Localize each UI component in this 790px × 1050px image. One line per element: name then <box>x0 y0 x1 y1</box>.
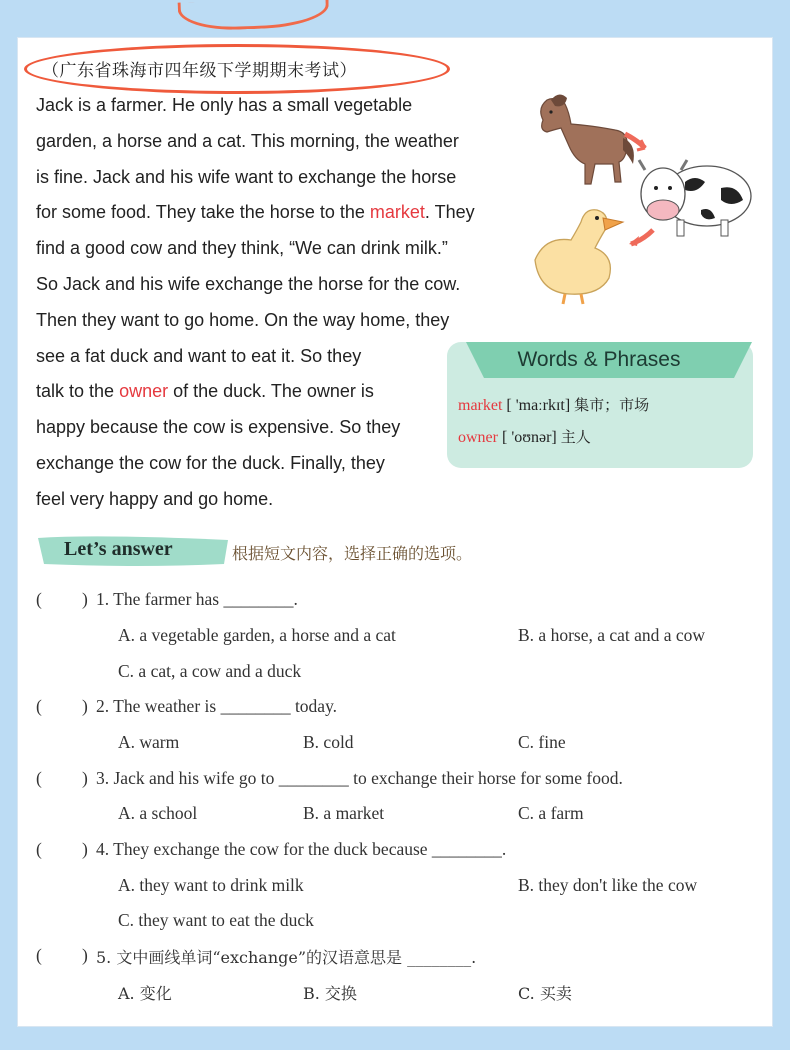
question-text: 2. The weather is ________ today. <box>96 696 338 716</box>
answer-option: C. they want to eat the duck <box>118 910 314 930</box>
answer-paren-close: ) <box>82 589 88 609</box>
question-text: 4. They exchange the cow for the duck because ________. <box>96 839 507 859</box>
answer-paren-open: ( <box>36 696 42 716</box>
answer-paren-open: ( <box>36 589 42 609</box>
answer-paren-close: ) <box>82 768 88 788</box>
passage-line <box>36 231 506 267</box>
vocab-item <box>458 426 591 447</box>
answer-option: B. 交换 <box>303 984 357 1003</box>
vocab-meaning: 集市；市场 <box>574 396 650 414</box>
answer-option: A. a school <box>118 803 198 823</box>
passage-line <box>36 160 506 196</box>
passage-text: feel very happy and go home. <box>36 488 274 509</box>
answer-blank[interactable] <box>48 589 80 611</box>
passage-text: exchange the cow for the duck. Finally, they <box>36 452 385 473</box>
answer-blank[interactable] <box>48 945 80 967</box>
passage-text: happy because the cow is expensive. So they <box>36 417 401 438</box>
answer-option: A. a vegetable garden, a horse and a cat <box>118 625 396 645</box>
answer-option: B. a horse, a cat and a cow <box>518 625 706 645</box>
passage-line <box>36 303 506 339</box>
answer-paren-close: ) <box>82 696 88 716</box>
source-header: （广东省珠海市四年级下学期期末考试） <box>42 61 357 80</box>
passage-line <box>36 410 426 446</box>
answer-paren-open: ( <box>36 839 42 859</box>
highlighted-word: market <box>369 202 425 223</box>
answer-option: C. fine <box>518 732 566 752</box>
question-text: 5. 文中画线单词“exchange”的汉语意思是 ________. <box>96 948 477 967</box>
passage-line <box>36 88 506 124</box>
animals-illustration <box>525 90 760 320</box>
passage-text: . They <box>424 202 475 223</box>
vocab-word: market <box>458 397 503 414</box>
answer-option: B. cold <box>303 732 354 752</box>
question-text: 1. The farmer has ________. <box>96 589 298 609</box>
passage-line <box>36 267 506 303</box>
passage-text: So Jack and his wife exchange the horse for the cow. <box>36 273 461 294</box>
passage-text: Jack is a farmer. He only has a small vegetable <box>36 95 413 115</box>
answer-instruction: 根据短文内容，选择正确的选项。 <box>232 544 473 563</box>
passage-line <box>36 124 506 160</box>
answer-blank[interactable] <box>48 839 80 861</box>
vocab-meaning: 主人 <box>560 428 591 446</box>
passage-text: garden, a horse and a cat. This morning, the weather <box>36 130 459 151</box>
answer-blank[interactable] <box>48 696 80 718</box>
vocab-word: owner <box>458 429 498 446</box>
answer-blank[interactable] <box>48 768 80 790</box>
answer-paren-close: ) <box>82 945 88 965</box>
passage-text: Then they want to go home. On the way home, they <box>36 309 450 330</box>
passage-line <box>36 374 426 410</box>
passage-text: talk to the <box>36 381 120 402</box>
red-marker-scribble <box>178 0 330 32</box>
horse-illustration <box>541 94 634 184</box>
passage-text: find a good cow and they think, “We can drink milk.” <box>36 238 448 259</box>
answer-option: A. they want to drink milk <box>118 875 304 895</box>
passage-text: of the duck. The owner is <box>168 381 374 402</box>
answer-option: C. a cat, a cow and a duck <box>118 661 302 681</box>
answer-paren-open: ( <box>36 768 42 788</box>
passage-text: is fine. Jack and his wife want to exchange the horse <box>36 166 457 187</box>
passage-line <box>36 482 506 518</box>
cow-illustration <box>639 160 751 236</box>
answer-option: A. warm <box>118 732 180 752</box>
vocab-item <box>458 394 649 415</box>
reading-passage <box>36 88 506 518</box>
passage-line <box>36 339 426 375</box>
answer-paren-close: ) <box>82 839 88 859</box>
answer-option: A. 变化 <box>118 984 172 1003</box>
answer-option: B. they don't like the cow <box>518 875 698 895</box>
passage-text: see a fat duck and want to eat it. So they <box>36 345 362 366</box>
passage-line <box>36 446 426 482</box>
answer-option: B. a market <box>303 803 385 823</box>
answer-option: C. a farm <box>518 803 584 823</box>
vocab-phonetic: [ 'maːrkɪt] <box>506 397 571 414</box>
answer-title: Let’s answer <box>64 538 173 560</box>
highlighted-word: owner <box>119 381 169 402</box>
duck-illustration <box>535 210 623 304</box>
passage-line <box>36 195 506 231</box>
passage-text: for some food. They take the horse to the <box>36 202 370 223</box>
words-phrases-title: Words & Phrases <box>517 348 681 371</box>
answer-paren-open: ( <box>36 945 42 965</box>
question-text: 3. Jack and his wife go to ________ to exchange their horse for some food. <box>96 768 623 788</box>
answer-option: C. 买卖 <box>518 984 572 1003</box>
vocab-phonetic: [ 'oʊnər] <box>501 429 557 446</box>
